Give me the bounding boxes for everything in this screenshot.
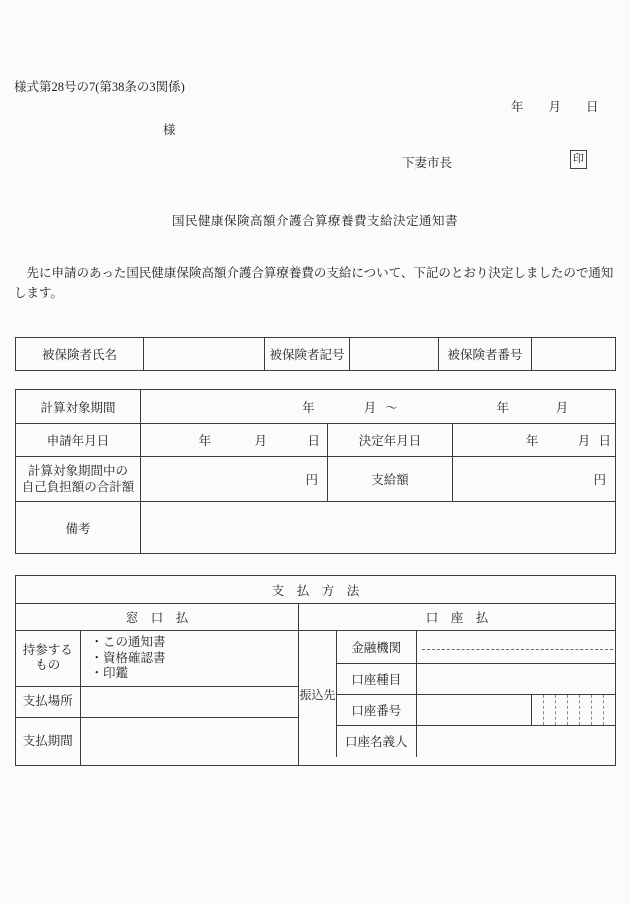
decide-year: 年 [525, 434, 539, 448]
digit-cell [544, 695, 556, 725]
payment-body-row [16, 631, 616, 766]
self-pay-label [16, 457, 141, 502]
bank-dashed-rule [422, 649, 614, 650]
pay-place-field [80, 686, 298, 717]
remarks-label: 備考 [16, 502, 141, 554]
period-end-year: 年 [496, 400, 510, 415]
account-number-row [337, 694, 615, 725]
account-type-label: 口座種目 [337, 663, 416, 694]
account-pay-header: 口 座 払 [299, 604, 616, 631]
period-start-year: 年 [302, 400, 315, 415]
bring-label-line2: もの [35, 658, 61, 673]
pay-place-label: 支払場所 [16, 686, 80, 717]
digit-cell [592, 695, 604, 725]
insured-name-field [144, 338, 265, 371]
bring-item-certificate: ・資格確認書 [90, 650, 166, 665]
form-number: 様式第28号の7(第38条の3関係) [14, 80, 185, 94]
insured-symbol-field [350, 338, 439, 371]
digit-cell [568, 695, 580, 725]
dates-row [16, 424, 616, 457]
apply-day: 日 [307, 434, 320, 448]
pay-period-label: 支払期間 [16, 717, 80, 765]
insured-symbol-label: 被保険者記号 [265, 338, 350, 371]
account-pay-section [299, 631, 616, 766]
payment-title-row [16, 576, 616, 604]
calc-period-label: 計算対象期間 [16, 390, 141, 424]
bank-field [416, 631, 615, 663]
transfer-destination-label: 振込先 [299, 631, 337, 757]
window-pay-header: 窓 口 払 [16, 604, 299, 631]
insured-number-field [532, 338, 616, 371]
issuer-name: 下妻市長 [402, 156, 453, 170]
issue-date-line: 年 月 日 [511, 100, 599, 114]
account-holder-field [416, 725, 615, 757]
account-pay-table [337, 631, 615, 757]
insured-name-label: 被保険者氏名 [16, 338, 144, 371]
pay-period-row [16, 717, 298, 765]
payment-method-table [15, 575, 616, 766]
insured-number-label: 被保険者番号 [439, 338, 532, 371]
addressee-suffix: 様 [163, 123, 176, 137]
digit-cell [604, 695, 615, 725]
benefit-label: 支給額 [328, 457, 453, 502]
bring-item-notice: ・この通知書 [90, 635, 166, 649]
body-paragraph: 先に申請のあった国民健康保険高額介護合算療養費の支給について、下記のとおり決定しましたので通知します。 [14, 266, 614, 300]
payment-head-row [16, 604, 616, 631]
bring-row [16, 631, 298, 686]
account-holder-row [337, 725, 615, 757]
decision-table [15, 389, 616, 554]
account-number-digit-grid [531, 695, 615, 725]
benefit-amount-field: 円 [453, 457, 616, 502]
digit-cell [580, 695, 592, 725]
self-pay-label-line1: 計算対象期間中の [27, 464, 128, 478]
decide-date-label: 決定年月日 [328, 424, 453, 457]
self-pay-amount-field: 円 [141, 457, 328, 502]
decide-day: 日 [598, 434, 611, 448]
period-tilde: ～ [385, 400, 398, 415]
account-holder-label: 口座名義人 [337, 725, 416, 757]
period-end-month: 月 [555, 400, 569, 415]
calc-period-field [141, 390, 616, 424]
bank-label: 金融機関 [337, 631, 416, 663]
account-number-label: 口座番号 [337, 694, 416, 725]
insured-info-row [16, 338, 616, 371]
window-pay-table [16, 631, 298, 765]
window-pay-section [16, 631, 299, 766]
remarks-field [141, 502, 616, 554]
bring-item-stamp: ・印鑑 [90, 666, 129, 680]
pay-place-row [16, 686, 298, 717]
bring-items [80, 631, 298, 686]
pay-period-field [80, 717, 298, 765]
period-start-month: 月 [363, 400, 377, 415]
account-number-field [416, 694, 615, 725]
apply-year: 年 [198, 434, 212, 448]
apply-month: 月 [254, 434, 267, 448]
amounts-row [16, 457, 616, 502]
decide-month: 月 [577, 434, 591, 448]
seal-mark-icon: 印 [570, 150, 587, 169]
account-type-field [416, 663, 615, 694]
self-pay-label-line2: 自己負担額の合計額 [21, 480, 135, 494]
digit-cell [556, 695, 568, 725]
bring-label-line1: 持参する [22, 643, 73, 658]
insured-info-table [15, 337, 616, 371]
bank-row [337, 631, 615, 663]
apply-date-field [141, 424, 328, 457]
apply-date-label: 申請年月日 [16, 424, 141, 457]
decide-date-field [453, 424, 616, 457]
calc-period-row [16, 390, 616, 424]
document-title: 国民健康保険高額介護合算療養費支給決定通知書 [171, 214, 458, 228]
account-type-row [337, 663, 615, 694]
payment-title: 支 払 方 法 [16, 576, 616, 604]
bring-label [16, 631, 80, 686]
remarks-row [16, 502, 616, 554]
digit-cell [532, 695, 544, 725]
